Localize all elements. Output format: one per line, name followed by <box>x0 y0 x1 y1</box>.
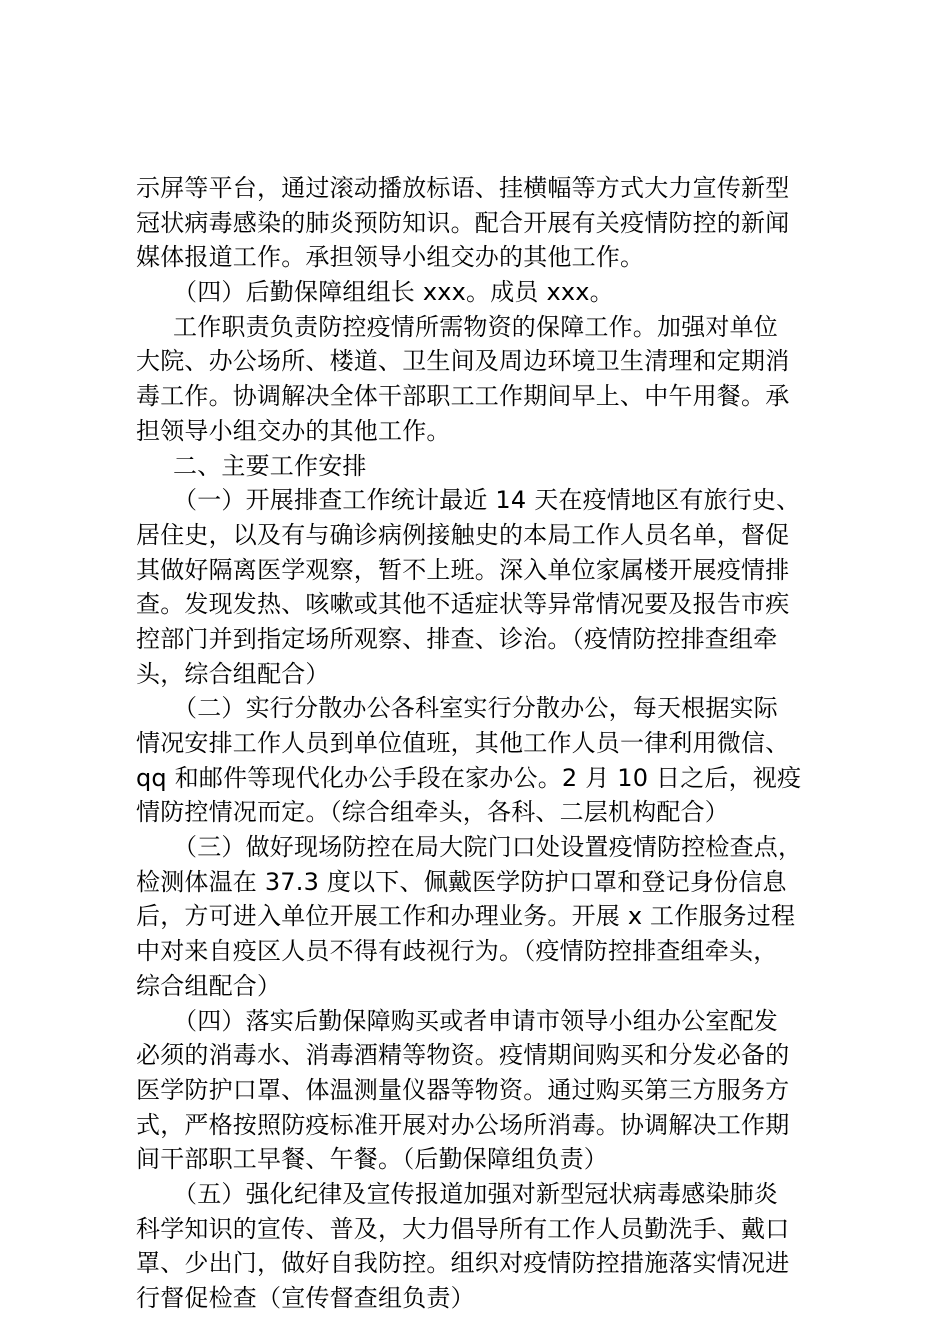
text-line: （四）落实后勤保障购买或者申请市领导小组办公室配发 <box>173 1006 778 1035</box>
text-line: 示屏等平台，通过滚动播放标语、挂横幅等方式大力宣传新型 <box>136 174 790 202</box>
text-line: 媒体报道工作。承担领导小组交办的其他工作。 <box>136 243 645 272</box>
text-line: （四）后勤保障组组长 xxx。成员 xxx。 <box>173 278 614 307</box>
text-line: 科学知识的宣传、普及，大力倡导所有工作人员勤洗手、戴口 <box>136 1214 790 1243</box>
text-line: 中对来自疫区人员不得有歧视行为。（疫情防控排查组牵头， <box>136 937 778 966</box>
text-line: 头，综合组配合） <box>136 659 330 688</box>
text-line: qq 和邮件等现代化办公手段在家办公。2 月 10 日之后，视疫 <box>136 763 802 792</box>
text-line: 其做好隔离医学观察，暂不上班。深入单位家属楼开展疫情排 <box>136 555 790 584</box>
text-line: 二、主要工作安排 <box>173 451 367 480</box>
text-line: 式，严格按照防疫标准开展对办公场所消毒。协调解决工作期 <box>136 1110 790 1139</box>
text-line: 情况安排工作人员到单位值班，其他工作人员一律利用微信、 <box>136 729 790 757</box>
text-line: 综合组配合） <box>136 971 282 1000</box>
text-line: 间干部职工早餐、午餐。（后勤保障组负责） <box>136 1145 608 1174</box>
text-line: 后，方可进入单位开展工作和办理业务。开展 x 工作服务过程 <box>136 902 796 931</box>
text-line: （一）开展排查工作统计最近 14 天在疫情地区有旅行史、 <box>173 486 801 515</box>
text-line: 查。发现发热、咳嗽或其他不适症状等异常情况要及报告市疾 <box>136 590 790 619</box>
text-line: 医学防护口罩、体温测量仪器等物资。通过购买第三方服务方 <box>136 1075 790 1104</box>
text-line: （三）做好现场防控在局大院门口处设置疫情防控检查点， <box>173 833 803 862</box>
document-body <box>136 171 826 1316</box>
text-line: 罩、少出门，做好自我防控。组织对疫情防控措施落实情况进 <box>136 1249 790 1278</box>
text-line: 必须的消毒水、消毒酒精等物资。疫情期间购买和分发必备的 <box>136 1041 790 1070</box>
text-line: （二）实行分散办公各科室实行分散办公，每天根据实际 <box>173 694 778 723</box>
text-line: 冠状病毒感染的肺炎预防知识。配合开展有关疫情防控的新闻 <box>136 208 790 237</box>
text-line: （五）强化纪律及宣传报道加强对新型冠状病毒感染肺炎 <box>173 1179 778 1208</box>
text-line: 行督促检查（宣传督查组负责） <box>136 1284 475 1312</box>
text-line: 检测体温在 37.3 度以下、佩戴医学防护口罩和登记身份信息 <box>136 867 787 896</box>
text-line: 工作职责负责防控疫情所需物资的保障工作。加强对单位 <box>173 312 778 341</box>
text-line: 控部门并到指定场所观察、排查、诊治。（疫情防控排查组牵 <box>136 624 778 653</box>
text-line: 大院、办公场所、楼道、卫生间及周边环境卫生清理和定期消 <box>136 347 790 376</box>
text-line: 担领导小组交办的其他工作。 <box>136 416 451 445</box>
text-line: 居住史，以及有与确诊病例接触史的本局工作人员名单，督促 <box>136 520 790 549</box>
text-line: 毒工作。协调解决全体干部职工工作期间早上、中午用餐。承 <box>136 382 790 411</box>
text-line: 情防控情况而定。（综合组牵头，各科、二层机构配合） <box>136 798 729 827</box>
